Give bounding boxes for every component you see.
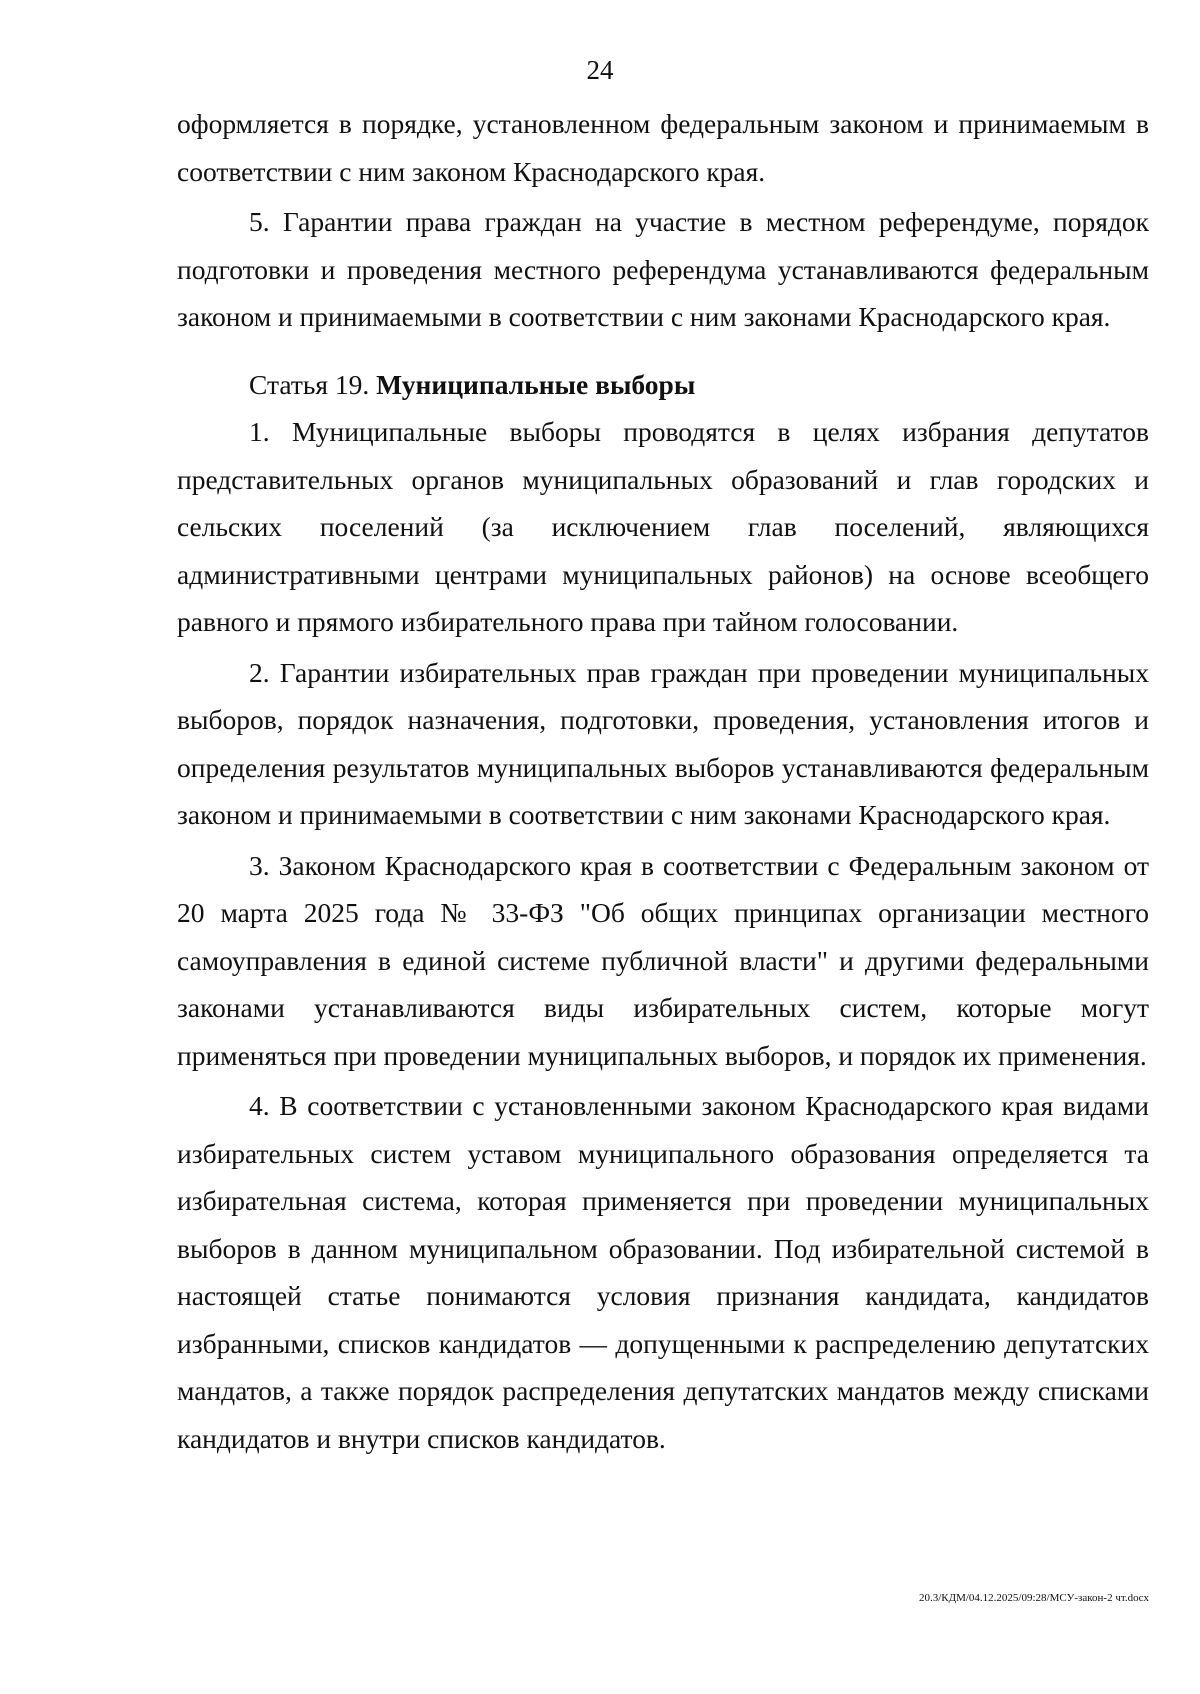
- article-title: Муниципальные выборы: [376, 368, 696, 400]
- article-heading: [177, 361, 1149, 409]
- document-body: [177, 100, 1149, 1462]
- paragraph-continuation: оформляется в порядке, установленном федеральным законом и принимаемым в соответствии с ним законом Краснодарского края.: [177, 108, 1149, 187]
- article-paragraph-4: 4. В соответствии с установленными законом Краснодарского края видами избирательных систем уставом муниципального образования определяется та избирательная система, которая применяется при проведении муниципальных выборов в данном муниципальном образовании. Под избирательной системой в настоящей статье понимаются условия признания кандидата, кандидатов избранными, списков кандидатов — допущенными к распределению депутатских мандатов, а также порядок распределения депутатских мандатов между списками кандидатов и внутри списков кандидатов.: [177, 1090, 1149, 1454]
- article-paragraph-2: 2. Гарантии избирательных прав граждан при проведении муниципальных выборов, порядок назначения, подготовки, проведения, установления итогов и определения результатов муниципальных выборов устанавливаются федеральным законом и принимаемыми в соответствии с ним законами Краснодарского края.: [177, 656, 1149, 830]
- paragraph-item-5: 5. Гарантии права граждан на участие в местном референдуме, порядок подготовки и проведения местного референдума устанавливаются федеральным законом и принимаемыми в соответствии с ним законами Краснодарского края.: [177, 206, 1149, 332]
- article-label: Статья 19.: [249, 368, 370, 400]
- article-paragraph-3: 3. Законом Краснодарского края в соответствии с Федеральным законом от 20 марта 2025 года № 33-ФЗ "Об общих принципах организации местного самоуправления в единой системе публичной власти" и другими федеральными законами устанавливаются виды избирательных систем, которые могут применяться при проведении муниципальных выборов, и порядок их применения.: [177, 849, 1149, 1071]
- document-footer-code: 20.3/КДМ/04.12.2025/09:28/МСУ-закон-2 чт.docx: [918, 1592, 1149, 1604]
- article-paragraph-1: 1. Муниципальные выборы проводятся в целях избрания депутатов представительных органов муниципальных образований и глав городских и сельских поселений (за исключением глав поселений, являющихся административными центрами муниципальных районов) на основе всеобщего равного и прямого избирательного права при тайном голосовании.: [177, 416, 1149, 637]
- page-number: 24: [586, 55, 614, 85]
